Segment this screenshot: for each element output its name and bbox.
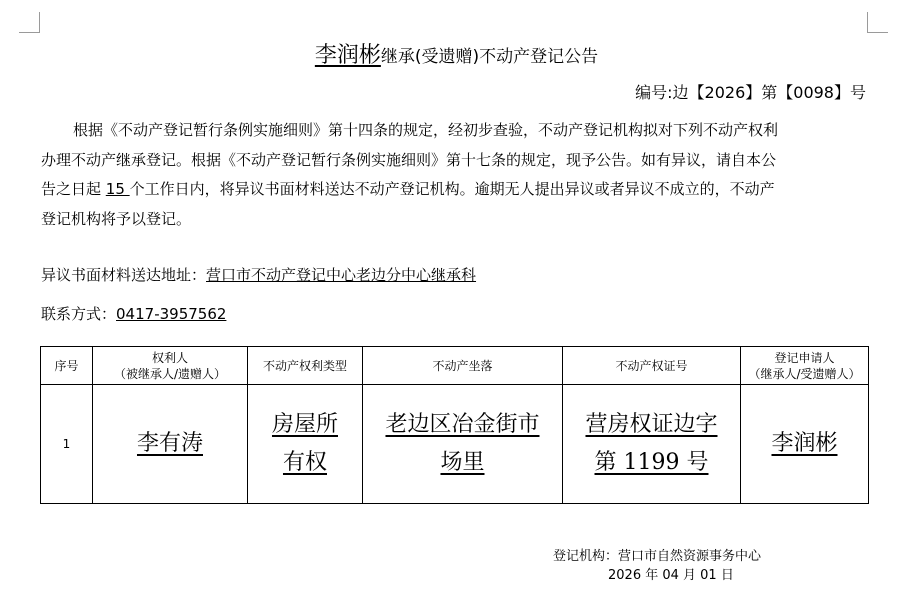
paragraph-line-2: 办理不动产继承登记。根据《不动产登记暂行条例实施细则》第十七条的规定，现予公告。如有异议，请自本公 xyxy=(41,150,777,169)
title-applicant-name: 李润彬 xyxy=(314,43,381,68)
paragraph-line-3a: 告之日起 xyxy=(41,180,106,198)
location-line1: 老边区冶金街市 xyxy=(385,412,540,437)
header-holder xyxy=(93,347,248,385)
right-type-line2: 有权 xyxy=(282,450,327,475)
header-cert-no: 不动产权证号 xyxy=(563,347,741,385)
header-index: 序号 xyxy=(41,347,93,385)
applicant-name: 李润彬 xyxy=(771,431,838,456)
notice-paragraph xyxy=(41,116,867,234)
header-applicant-line1: 登记申请人 xyxy=(774,350,835,365)
cert-line2: 第 1199 号 xyxy=(594,450,709,475)
cell-location xyxy=(363,385,563,504)
table-row xyxy=(41,385,869,504)
cell-cert-no xyxy=(563,385,741,504)
location-line2: 场里 xyxy=(440,450,485,475)
registration-authority: 登记机构：营口市自然资源事务中心 xyxy=(553,549,762,564)
contact-phone: 0417-3957562 xyxy=(116,305,227,323)
holder-name: 李有涛 xyxy=(136,431,203,456)
cell-index: 1 xyxy=(41,385,93,504)
cell-holder xyxy=(93,385,248,504)
header-right-type: 不动产权利类型 xyxy=(248,347,363,385)
header-holder-line2: （被继承人/遗赠人） xyxy=(113,366,227,381)
title-text: 继承(受遗赠)不动产登记公告 xyxy=(380,47,599,67)
cert-line1: 营房权证边字 xyxy=(585,412,718,437)
objection-days: 15 xyxy=(105,180,130,198)
header-holder-line1: 权利人 xyxy=(151,350,188,365)
page-corner-mark-top-right xyxy=(867,12,888,33)
notice-date: 2026 年 04 月 01 日 xyxy=(608,568,734,583)
objection-address-label: 异议书面材料送达地址： xyxy=(41,266,207,284)
paragraph-line-4: 登记机构将予以登记。 xyxy=(41,209,192,228)
paragraph-line-1: 根据《不动产登记暂行条例实施细则》第十四条的规定，经初步查验，不动产登记机构拟对下列不动产权利 xyxy=(73,121,779,139)
header-location: 不动产坐落 xyxy=(363,347,563,385)
header-applicant xyxy=(741,347,869,385)
contact-label: 联系方式： xyxy=(41,305,117,323)
cell-applicant xyxy=(741,385,869,504)
page-corner-mark-top-left xyxy=(19,12,40,33)
header-applicant-line2: （继承人/受遗赠人） xyxy=(748,366,861,381)
objection-address-value: 营口市不动产登记中心老边分中心继承科 xyxy=(206,266,477,284)
document-number: 编号:边【2026】第【0098】号 xyxy=(635,83,866,102)
objection-address xyxy=(41,264,476,285)
notice-title xyxy=(0,38,913,69)
right-type-line1: 房屋所 xyxy=(271,412,338,437)
contact-info xyxy=(41,303,226,324)
cell-right-type xyxy=(248,385,363,504)
paragraph-line-3b: 个工作日内，将异议书面材料送达不动产登记机构。逾期无人提出异议或者异议不成立的，不动产 xyxy=(129,180,775,198)
registration-table xyxy=(40,346,869,504)
table-header-row xyxy=(41,347,869,385)
